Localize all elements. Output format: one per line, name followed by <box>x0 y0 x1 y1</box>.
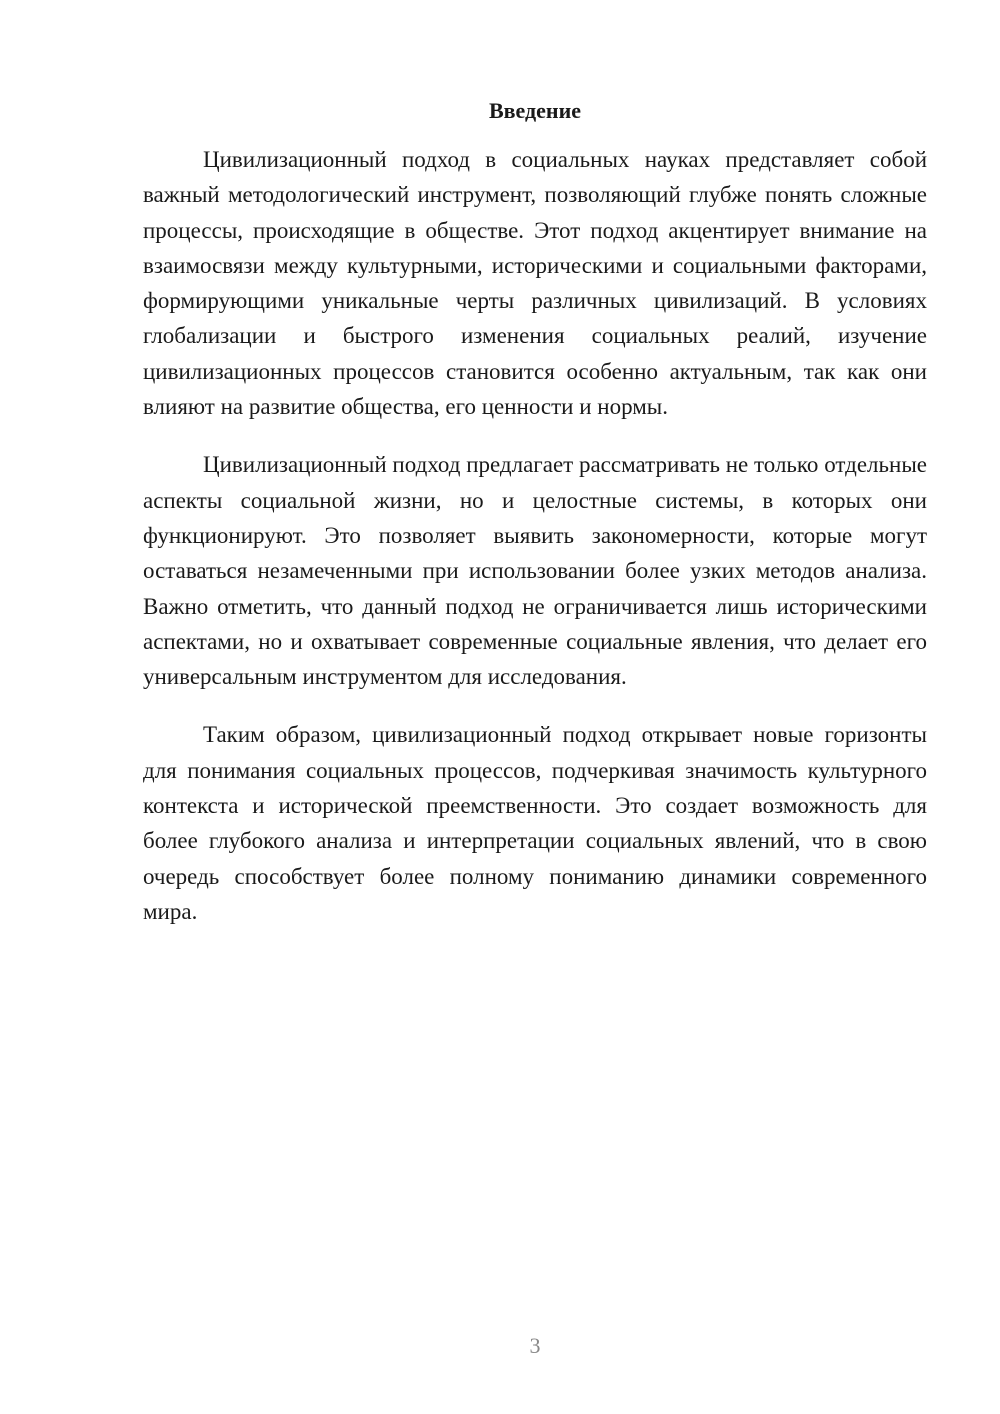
document-body <box>143 142 927 952</box>
page-number: 3 <box>529 1333 541 1358</box>
paragraph-3: Таким образом, цивилизационный подход открывает новые горизонты для понимания социальных процессов, подчеркивая значимость культурного контекста и исторической преемственности. Это создает возможность для более глубокого анализа и интерпретации социальных явлений, что в свою очередь способствует более полному пониманию динамики современного мира. <box>143 722 927 924</box>
paragraph-2: Цивилизационный подход предлагает рассматривать не только отдельные аспекты социальной жизни, но и целостные системы, в которых они функционируют. Это позволяет выявить закономерности, которые могут оставаться незамеченными при использовании более узких методов анализа. Важно отметить, что данный подход не ограничивается лишь историческими аспектами, но и охватывает современные социальные явления, что делает его универсальным инструментом для исследования. <box>143 452 927 690</box>
page-title: Введение <box>488 98 582 123</box>
paragraph-1: Цивилизационный подход в социальных науках представляет собой важный методологический инструмент, позволяющий глубже понять сложные процессы, происходящие в обществе. Этот подход акцентирует внимание на взаимосвязи между культурными, историческими и социальными факторами, формирующими уникальные черты различных цивилизаций. В условиях глобализации и быстрого изменения социальных реалий, изучение цивилизационных процессов становится особенно актуальным, так как они влияют на развитие общества, его ценности и нормы. <box>143 147 927 420</box>
